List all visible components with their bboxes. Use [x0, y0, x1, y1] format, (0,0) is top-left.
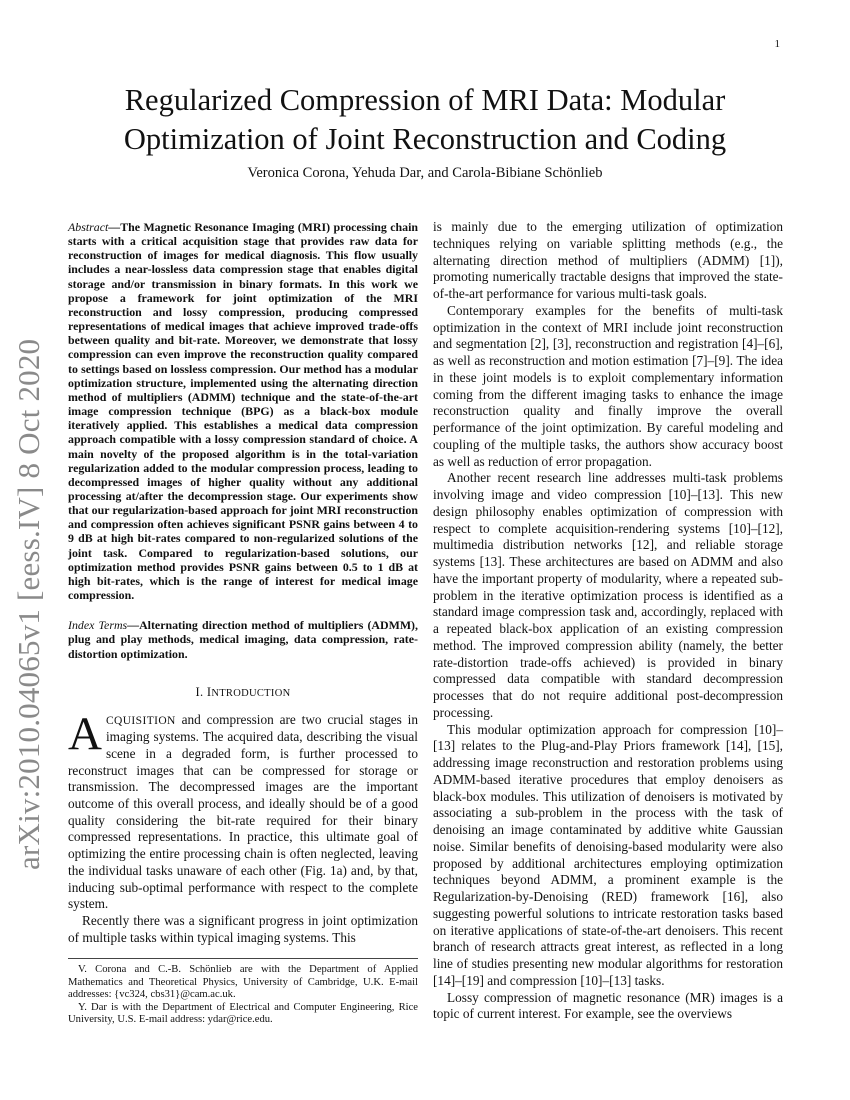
drop-cap-tail: CQUISITION: [105, 714, 176, 727]
footnote-affiliation-1: V. Corona and C.-B. Schönlieb are with the Department of Applied Mathematics and Theoretical Physics, University of Cambridge, U.K. E-mail addresses: {vc324, cbs31}@cam.ac.uk.: [68, 964, 418, 1001]
intro-paragraph-1: [68, 707, 418, 913]
drop-cap: A: [68, 707, 102, 760]
right-paragraph-3: Another recent research line addresses multi-task problems involving image and video compression [10]–[13]. This new design philosophy enables optimization of compression with respect to complete acquisition-rendering systems [10]–[12], multimedia distribution networks [12], and reliable storage systems [13]. These architectures are based on ADMM and also have the important property of modularity, where a repeated sub-problem in the iterative optimization process is identified as a standard image compression task and, accordingly, replaced with a repeated black-box application of an existing compression method. The improved compression ability (namely, the better rate-distortion trade-offs achieved) is provided in binary compressed data compatible with standard decompression processes that do not require additional post-decompression processing.: [433, 470, 783, 720]
right-paragraph-1: is mainly due to the emerging utilization of optimization techniques relying on variable splitting methods (e.g., the alternating direction method of multipliers (ADMM) [1]), promoting numerically tractable designs that improved the state-of-the-art performance for various multi-task goals.: [433, 219, 783, 301]
left-column: [68, 220, 418, 946]
section-heading-introduction: [68, 684, 418, 703]
page-number: 1: [774, 38, 780, 50]
section-title-initial: I: [206, 684, 212, 699]
footnotes: [68, 958, 418, 1027]
right-paragraph-4: This modular optimization approach for compression [10]–[13] relates to the Plug-and-Play Priors framework [14], [15], addressing image reconstruction and restoration problems using ADMM-based iterative procedures that employ denoisers as black-box modules. This utilization of denoisers is motivated by associating a sub-problem in the process with the task of denoising an image contaminated by additive white Gaussian noise. Similar benefits of denoising-based modularity were also proposed by additional architectures employing optimization techniques beyond ADMM, a prominent example is the Regularization-by-Denoising (RED) framework [16], also suggesting powerful solutions to intricate restoration tasks based on iterative applications of state-of-the-art denoisers. This recent branch of research attracts great interest, as reflected in a long line of studies presenting new modular algorithms for restoration [14]–[19] and compression [10]–[13] tasks.: [433, 721, 783, 988]
footnote-affiliation-2: Y. Dar is with the Department of Electrical and Computer Engineering, Rice University, U.S. E-mail address: ydar@rice.edu.: [68, 1001, 418, 1026]
right-paragraph-2: Contemporary examples for the benefits of multi-task optimization in the context of MRI include joint reconstruction and segmentation [2], [3], reconstruction and registration [4]–[6], as well as reconstruction and motion estimation [7]–[9]. The idea in these joint models is to exploit complementary information coming from the different imaging tasks to enhance the image reconstruction quality and finally improve the overall performance of the joint optimization. By careful modeling and coupling of the multiple tasks, the authors show accuracy boost as well as reduction of error propagation.: [433, 302, 783, 469]
index-terms-text: Alternating direction method of multipliers (ADMM), plug and play methods, medical imaging, data compression, rate-distortion optimization.: [68, 618, 418, 661]
abstract-label: Abstract: [68, 220, 109, 234]
section-numeral: I.: [195, 684, 204, 699]
intro-paragraph-1-text: and compression are two crucial stages in imaging systems. The acquired data, describing the visual scene in a degraded form, is further processed to reconstruct images that can be compressed for storage or transmission. The decompressed images are the important outcome of this overall process, and ideally should be of a good quality considering the bit-rate required for their binary compressed representations. In practice, this ultimate goal of optimizing the entire processing chain is often neglected, leaving the individual tasks unaware of each other (Fig. 1a) and, by that, inducing sub-optimal performance with respect to the complete system.: [68, 711, 418, 912]
author-list: Veronica Corona, Yehuda Dar, and Carola-Bibiane Schönlieb: [247, 165, 603, 181]
intro-paragraph-2: Recently there was a significant progress in joint optimization of multiple tasks within typical imaging systems. This: [68, 912, 418, 945]
right-paragraph-5: Lossy compression of magnetic resonance (MR) images is a topic of current interest. For example, see the overviews: [433, 989, 783, 1022]
abstract: Abstract—The Magnetic Resonance Imaging (MRI) processing chain starts with a critical acquisition stage that provides raw data for reconstruction of images for medical diagnosis. This flow usually includes a near-lossless data compression stage that enables digital storage and/or transmission in binary formats. In this work we propose a framework for joint optimization of the MRI reconstruction and lossy compression, producing compressed representations of medical images that achieve improved trade-offs between quality and bit-rate. Moreover, we demonstrate that lossy compression can even improve the reconstruction quality compared to settings based on lossless compression. Our method has a modular optimization structure, implemented using the alternating direction method of multipliers (ADMM) technique and the state-of-the-art image compression technique (BPG) as a black-box module iteratively applied. This establishes a medical data compression approach compatible with a lossy compression standard of choice. A main novelty of the proposed algorithm is in the total-variation regularization added to the modular compression process, leading to decompressed images of higher quality without any additional processing at/after the decompression stage. Our experiments show that our regularization-based approach for joint MRI reconstruction and compression often achieves significant PSNR gains between 4 to 9 dB at high bit-rates compared to non-regularized solutions of the joint task. Compared to regularization-based solutions, our optimization method provides PSNR gains between 0.5 to 1 dB at high bit-rates, which is the range of interest for medical image compression.: [68, 220, 418, 603]
paper-title: Regularized Compression of MRI Data: Modular Optimization of Joint Reconstruction and Coding: [123, 83, 727, 156]
arxiv-identifier-stamp[interactable]: arXiv:2010.04065v1 [eess.IV] 8 Oct 2020: [11, 338, 46, 870]
section-title-rest: NTRODUCTION: [211, 687, 291, 699]
index-terms: Index Terms—Alternating direction method of multipliers (ADMM), plug and play methods, medical imaging, data compression, rate-distortion optimization.: [68, 618, 418, 661]
abstract-text: The Magnetic Resonance Imaging (MRI) processing chain starts with a critical acquisition stage that provides raw data for reconstruction of images for medical diagnosis. This flow usually includes a near-lossless data compression stage that enables digital storage and/or transmission in binary formats. In this work we propose a framework for joint optimization of the MRI reconstruction and lossy compression, producing compressed representations of medical images that achieve improved trade-offs between quality and bit-rate. Moreover, we demonstrate that lossy compression can even improve the reconstruction quality compared to settings based on lossless compression. Our method has a modular optimization structure, implemented using the alternating direction method of multipliers (ADMM) technique and the state-of-the-art image compression technique (BPG) as a black-box module iteratively applied. This establishes a medical data compression approach compatible with a lossy compression standard of choice. A main novelty of the proposed algorithm is in the total-variation regularization added to the modular compression process, leading to decompressed images of higher quality without any additional processing at/after the decompression stage. Our experiments show that our regularization-based approach for joint MRI reconstruction and compression often achieves significant PSNR gains between 4 to 9 dB at high bit-rates compared to non-regularized solutions of the joint task. Compared to regularization-based solutions, our optimization method provides PSNR gains between 0.5 to 1 dB at high bit-rates, which is the range of interest for medical image compression.: [68, 220, 418, 603]
index-terms-label: Index Terms: [68, 618, 128, 633]
right-column: [433, 219, 783, 1023]
